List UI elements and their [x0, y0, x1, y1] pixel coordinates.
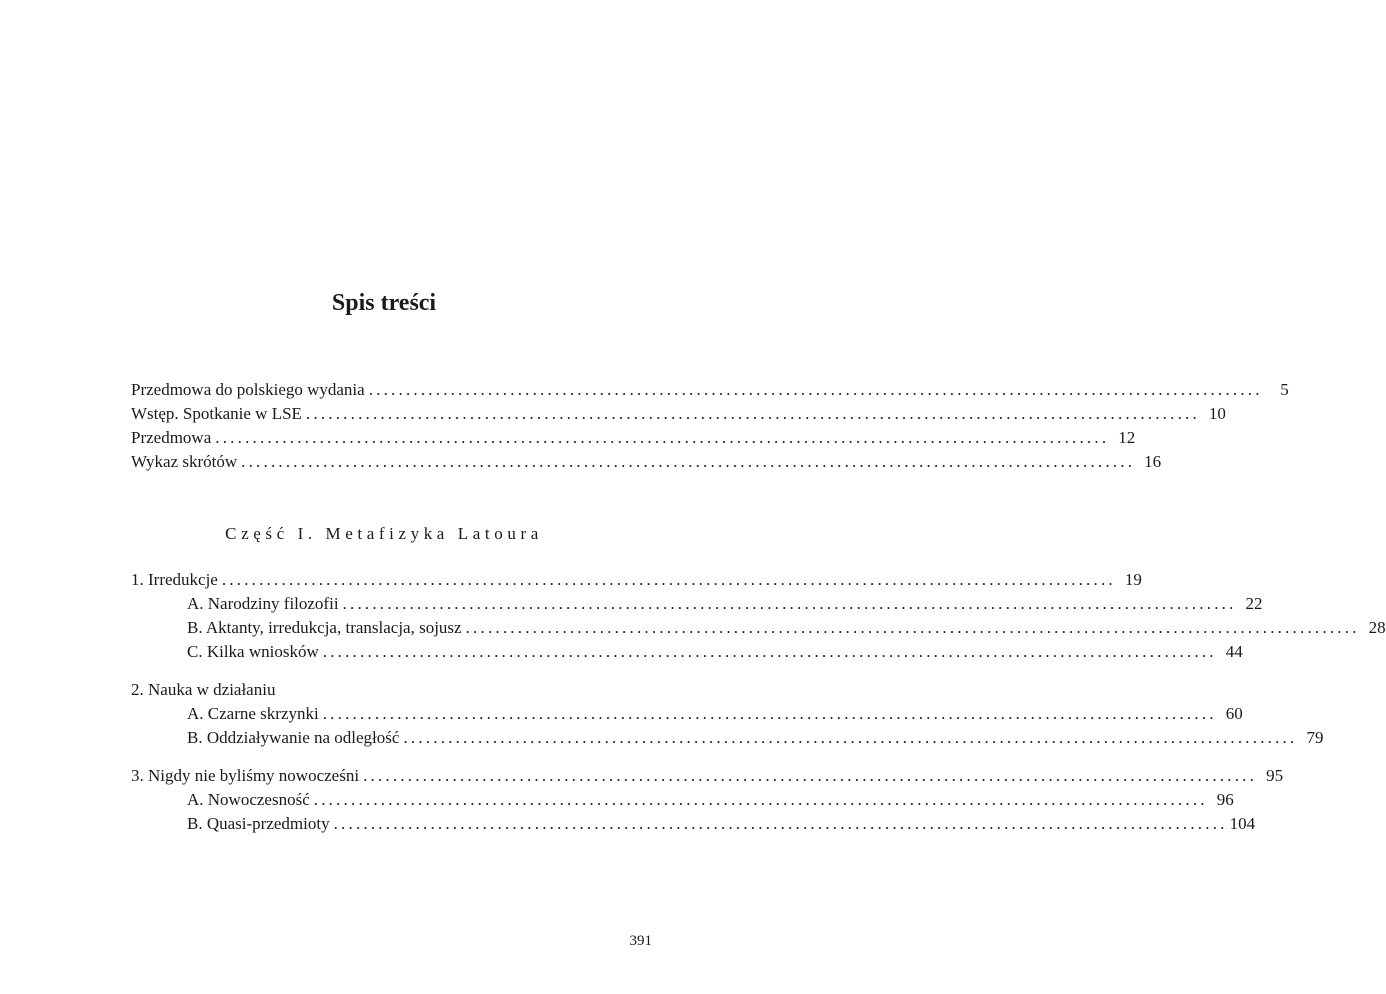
- toc-section-2a: [187, 702, 1243, 726]
- leader-dots: ........................................................................................................................: [342, 594, 1237, 613]
- toc-entry-page: 104: [1229, 814, 1256, 833]
- toc-entry-label: Wykaz skrótów: [131, 452, 238, 471]
- toc-section-2b: [187, 726, 1324, 750]
- toc-entry-front-1: [131, 378, 1289, 402]
- toc-entry-page: 79: [1306, 728, 1324, 747]
- toc-entry-label: A. Czarne skrzynki: [187, 704, 319, 723]
- leader-dots: ........................................................................................................................: [305, 404, 1200, 423]
- toc-entry-page: 19: [1124, 570, 1142, 589]
- leader-dots: ........................................................................................................................: [215, 428, 1110, 447]
- toc-entry-page: 10: [1208, 404, 1226, 423]
- leader-dots: ........................................................................................................................: [241, 452, 1136, 471]
- toc-section-3a: [187, 788, 1234, 812]
- toc-entry-page: 96: [1216, 790, 1234, 809]
- toc-entry-label: Przedmowa: [131, 428, 212, 447]
- toc-section-1a: [187, 592, 1263, 616]
- toc-section-1b: [187, 616, 1386, 640]
- toc-entry-page: 22: [1245, 594, 1263, 613]
- toc-entry-label: B. Aktanty, irredukcja, translacja, sojusz: [187, 618, 462, 637]
- toc-entry-label: 1. Irredukcje: [131, 570, 218, 589]
- toc-entry-page: 44: [1225, 642, 1243, 661]
- toc-entry-label: Przedmowa do polskiego wydania: [131, 380, 365, 399]
- page-number: 391: [629, 933, 652, 949]
- toc-entry-label: B. Quasi-przedmioty: [187, 814, 330, 833]
- leader-dots: ........................................................................................................................: [333, 814, 1228, 833]
- toc-entry-page: 5: [1280, 380, 1289, 399]
- leader-dots: ........................................................................................................................: [363, 766, 1258, 785]
- leader-dots: ........................................................................................................................: [368, 380, 1263, 399]
- leader-dots: ........................................................................................................................: [322, 704, 1217, 723]
- part-heading: Część I. Metafizyka Latoura: [225, 524, 543, 543]
- toc-entry-front-4: [131, 450, 1162, 474]
- toc-entry-page: 95: [1266, 766, 1284, 785]
- toc-entry-label: Wstęp. Spotkanie w LSE: [131, 404, 302, 423]
- leader-dots: ........................................................................................................................: [313, 790, 1208, 809]
- toc-entry-page: 60: [1225, 704, 1243, 723]
- toc-entry-label: A. Narodziny filozofii: [187, 594, 339, 613]
- toc-entry-front-3: [131, 426, 1136, 450]
- toc-entry-page: 16: [1144, 452, 1162, 471]
- toc-entry-page: 12: [1118, 428, 1136, 447]
- toc-entry-label: A. Nowoczesność: [187, 790, 310, 809]
- toc-section-3b: [187, 812, 1256, 836]
- toc-entry-label: C. Kilka wniosków: [187, 642, 319, 661]
- leader-dots: ........................................................................................................................: [465, 618, 1360, 637]
- leader-dots: ........................................................................................................................: [403, 728, 1298, 747]
- leader-dots: ........................................................................................................................: [221, 570, 1116, 589]
- toc-entry-label: 3. Nigdy nie byliśmy nowocześni: [131, 766, 360, 785]
- leader-dots: ........................................................................................................................: [322, 642, 1217, 661]
- toc-entry-page: 28: [1368, 618, 1386, 637]
- toc-chapter-2: [131, 678, 658, 702]
- toc-entry-label: B. Oddziaływanie na odległość: [187, 728, 400, 747]
- toc-chapter-1: [131, 568, 1142, 592]
- toc-section-1c: [187, 640, 1243, 664]
- toc-entry-front-2: [131, 402, 1226, 426]
- toc-chapter-3: [131, 764, 1284, 788]
- page-title: Spis treści: [331, 290, 437, 316]
- toc-entry-label: 2. Nauka w działaniu: [131, 680, 276, 699]
